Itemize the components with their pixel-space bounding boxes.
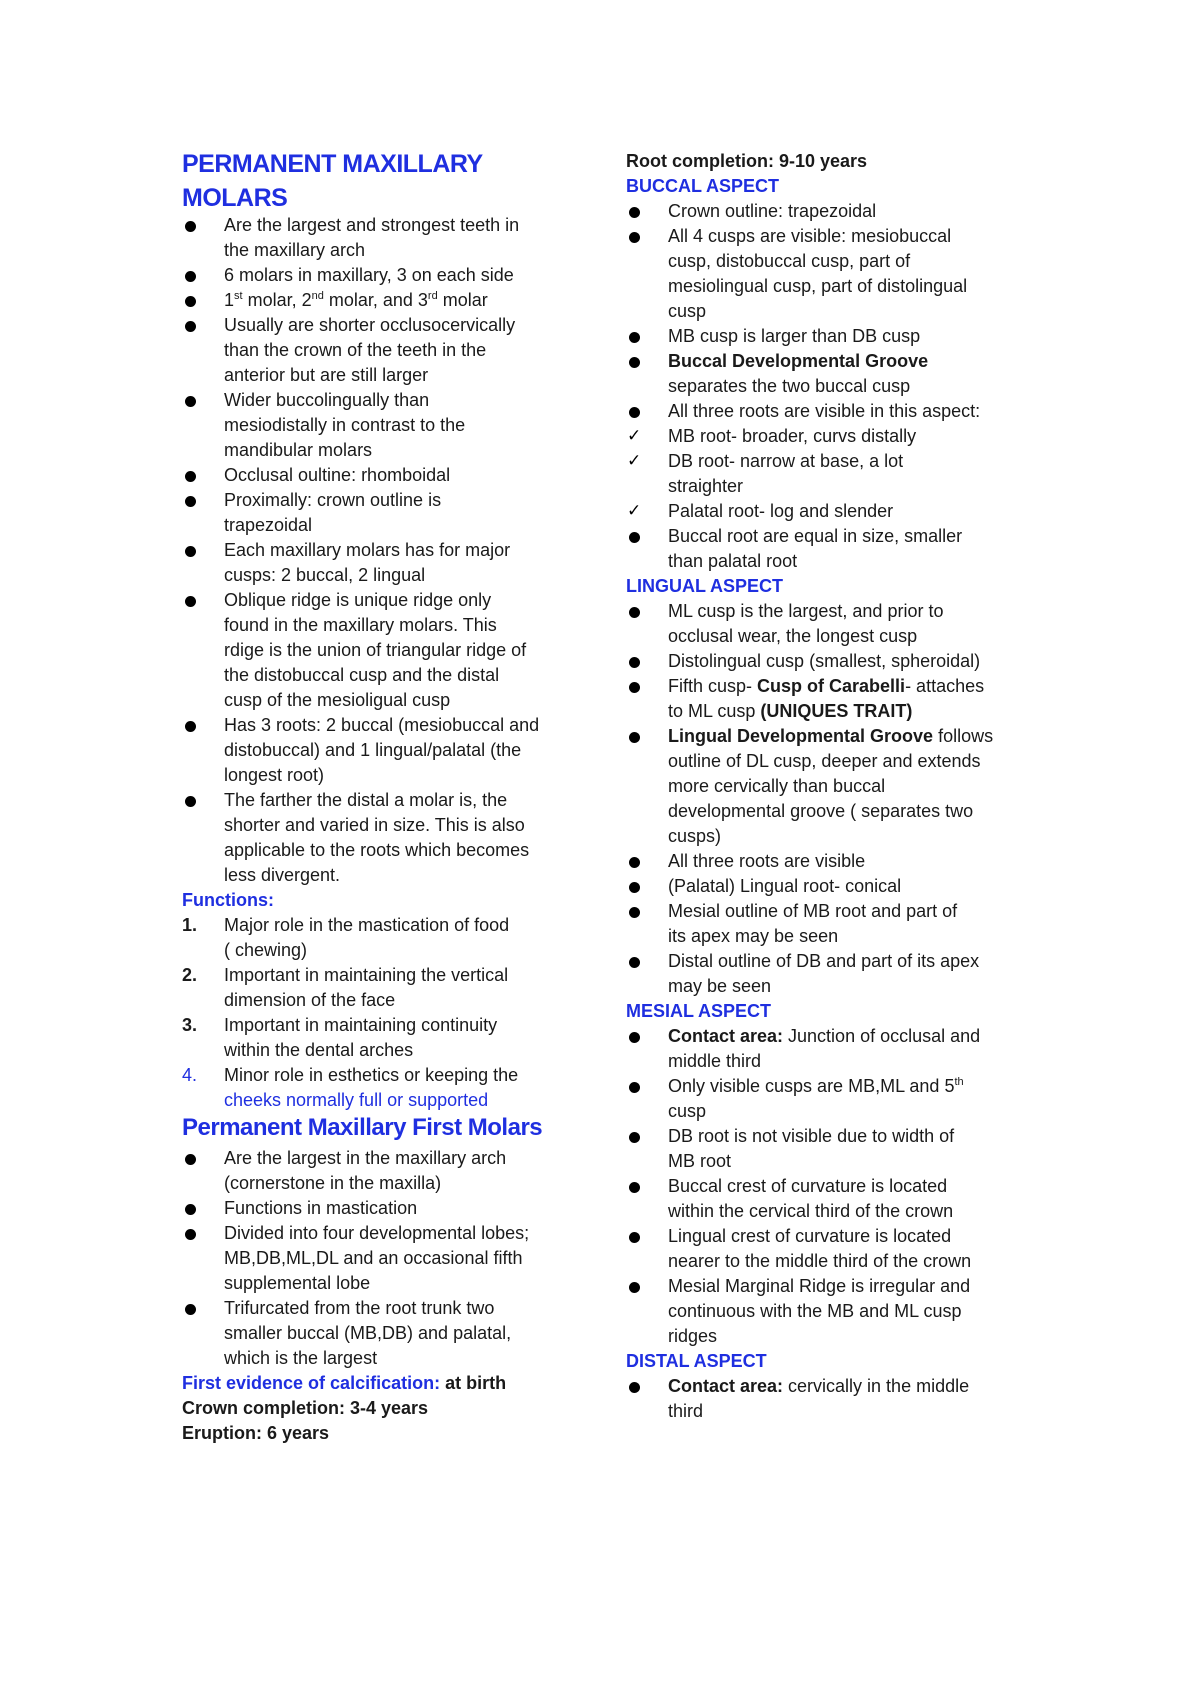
bullet-icon [629, 1282, 640, 1293]
bullet-icon [629, 1032, 640, 1043]
bullet-icon [185, 596, 196, 607]
bullet-icon [629, 682, 640, 693]
bullet-icon [629, 1182, 640, 1193]
bullet-icon [185, 396, 196, 407]
bullet-icon [185, 1154, 196, 1165]
bullet-icon [629, 1382, 640, 1393]
bullet-icon [629, 232, 640, 243]
bullet-icon [185, 496, 196, 507]
bullet-icon [185, 221, 196, 232]
bullet-icon [629, 1132, 640, 1143]
bullet-icon [629, 957, 640, 968]
bullet-icon [629, 532, 640, 543]
bullet-icon [629, 407, 640, 418]
bullet-icon [629, 732, 640, 743]
bullet-icon [629, 357, 640, 368]
bullet-icon [185, 796, 196, 807]
bullet-icon [185, 271, 196, 282]
bullet-icon [629, 882, 640, 893]
bullet-icon [629, 207, 640, 218]
bullet-icon [185, 1204, 196, 1215]
bullet-icon [629, 1232, 640, 1243]
bullet-icon [185, 321, 196, 332]
bullet-icon [629, 607, 640, 618]
checkmark-icon: ✓ [627, 501, 642, 521]
bullet-icon [629, 1082, 640, 1093]
bullet-icon [185, 471, 196, 482]
bullet-icon [185, 296, 196, 307]
bullet-icon [629, 857, 640, 868]
bullet-icon [185, 546, 196, 557]
checkmark-icon: ✓ [627, 426, 642, 446]
bullet-icon [185, 1229, 196, 1240]
document-page: PERMANENT MAXILLARY MOLARS Are the largest and strongest teeth in the maxillary arch 6 molars in maxillary, 3 on each side 1st molar, 2nd molar, and 3rd molar Usually are shorter occlusocervically than the crown of the teeth in the anterior but are still larger Wider buccolingually than mesiodistally in contrast to the mandibular molars Occlusal oultine: rhomboidal Proximally: crown outline is trapezoidal Each maxillary molars has for major cusps: 2 buccal, 2 lingual Oblique ridge is unique ridge only found in the maxillary molars. This rdige is the union of triangular ridge of the distobuccal cusp and the distal cusp of the mesioligual cusp Has 3 roots: 2 buccal (mesiobuccal and distobuccal) and 1 lingual/palatal (the longest root) The farther the distal a molar is, the shorter and varied in size. This is also applicable to the roots which becomes less divergent. Functions: 1. Major role in the mastication of food ( chewing) 2. Important in maintaining the vertical dimension of the face 3. Important in maintaining continuity within the dental arches 4. Minor role in esthetics or keeping the cheeks normally full or supported Permanent Maxillary First Molars Are the largest in the maxillary arch (cornerstone in the maxilla) Functions in mastication Divided into four developmental lobes; MB,DB,ML,DL and an occasional fifth supplemental lobe Trifurcated from the root trunk two smaller buccal (MB,DB) and palatal, which is the largest First evidence of calcification: at birth Crown completion: 3-4 years Eruption: 6 years Root completion: 9-10 years BUCCAL ASPECT Crown outline: trapezoidal All 4 cusps are visible: mesiobuccal cusp, distobuccal cusp, part of mesiolingual cusp, part of distolingual cusp MB cusp is larger than DB cusp Buccal Developmental Groove separates the two buccal cusp All three roots are visible in this aspect: ✓ MB root- broader, curvs distally ✓ DB root- narrow at base, a lot straighter ✓ Palatal root- log and slender Buccal root are equal in size, smaller than palatal root LINGUAL ASPECT ML cusp is the largest, and prior to occlusal wear, the longest cusp Distolingual cusp (smallest, spheroidal) Fifth cusp- Cusp of Carabelli- attaches to ML cusp (UNIQUES TRAIT) Lingual Developmental Groove follows outline of DL cusp, deeper and extends more cervically than buccal developmental groove ( separates two cusps) All three roots are visible (Palatal) Lingual root- conical Mesial outline of MB root and part of its apex may be seen Distal outline of DB and part of its apex may be seen MESIAL ASPECT Contact area: Junction of occlusal and middle third Only visible cusps are MB,ML and 5th cusp DB root is not visible due to width of MB root Buccal crest of curvature is located within the cervical third of the crown Lingual crest of curvature is located nearer to the middle third of the crown Mesial Marginal Ridge is irregular and continuous with the MB and ML cusp ridges DISTAL ASPECT Contact area: cervically in the middle third [182, 150, 994, 1443]
bullet-icon [629, 907, 640, 918]
bullet-icon [629, 332, 640, 343]
bullet-icon [185, 721, 196, 732]
checkmark-icon: ✓ [627, 451, 642, 471]
bullet-icon [629, 657, 640, 668]
bullet-icon [185, 1304, 196, 1315]
